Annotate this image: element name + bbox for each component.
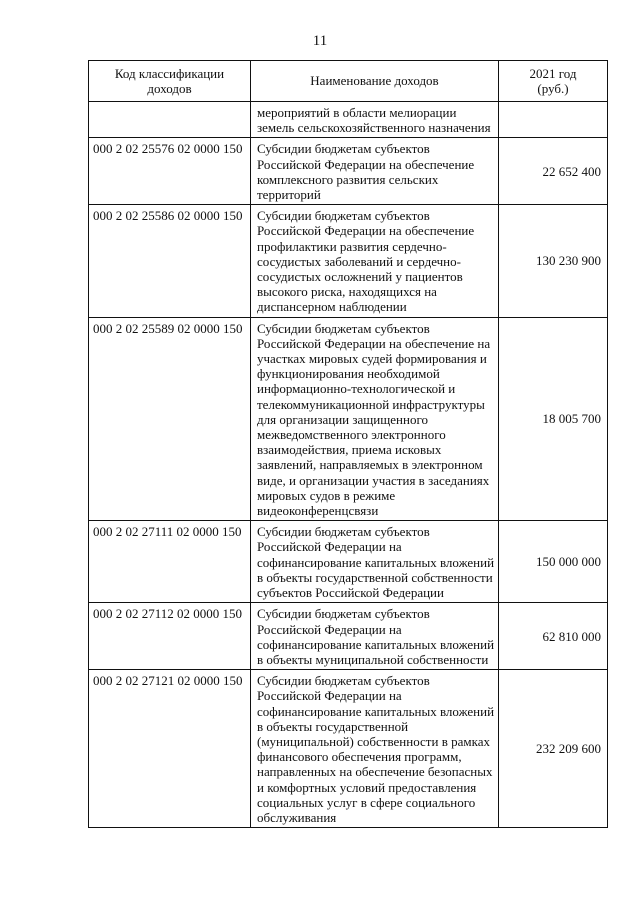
table-row — [89, 603, 608, 670]
table-row — [89, 670, 608, 828]
revenue-code-cell: 000 2 02 25589 02 0000 150 — [89, 317, 251, 521]
revenue-name-line: финансового обеспечения программ, — [257, 749, 462, 765]
revenue-code-cell: 000 2 02 25586 02 0000 150 — [89, 205, 251, 317]
revenue-name-line: (муниципальной) собственности в рамках — [257, 733, 490, 749]
revenue-name-line: высокого риска, находящихся на — [257, 284, 437, 300]
revenue-name-cell — [251, 138, 499, 205]
revenue-amount-cell: 22 652 400 — [499, 138, 608, 205]
revenue-name-line: сосудистых заболеваний и сердечно- — [257, 253, 461, 269]
revenue-code-cell: 000 2 02 25576 02 0000 150 — [89, 138, 251, 205]
revenue-name-line: Субсидии бюджетам субъектов — [257, 208, 430, 224]
revenue-name-line: мероприятий в области мелиорации — [257, 105, 457, 120]
revenue-name-line: межведомственного электронного — [257, 427, 446, 443]
table-row — [89, 521, 608, 603]
revenue-amount-cell: 232 209 600 — [499, 670, 608, 828]
header-code — [89, 61, 251, 102]
revenue-name-cell — [251, 102, 499, 138]
revenue-amount-cell — [499, 102, 608, 138]
revenue-name-cell — [251, 205, 499, 317]
table-header — [89, 61, 608, 102]
revenue-name-line: софинансирование капитальных вложений — [257, 636, 495, 652]
revenue-code-cell — [89, 102, 251, 138]
revenue-name-line: Российской Федерации на — [257, 688, 402, 704]
revenue-name-line: Российской Федерации на обеспечение — [257, 223, 475, 239]
revenue-name-line: и комфортных условий предоставления — [257, 779, 477, 795]
revenue-name-line: заявлений, направляемых в электронном — [257, 457, 483, 473]
revenue-amount-cell: 130 230 900 — [499, 205, 608, 317]
revenue-name-line: социальных услуг в сфере социального — [257, 794, 476, 810]
table-body — [89, 102, 608, 828]
header-name — [251, 61, 499, 102]
header-row — [89, 61, 608, 102]
revenue-table — [88, 60, 608, 828]
revenue-code-cell: 000 2 02 27111 02 0000 150 — [89, 521, 251, 603]
revenue-amount-cell: 18 005 700 — [499, 317, 608, 521]
revenue-name-line: Российской Федерации на обеспечение — [257, 156, 475, 172]
revenue-code-cell: 000 2 02 27112 02 0000 150 — [89, 603, 251, 670]
revenue-name-line: комплексного развития сельских — [257, 171, 439, 187]
table-row — [89, 205, 608, 317]
revenue-name-line: Субсидии бюджетам субъектов — [257, 141, 430, 157]
revenue-code-cell: 000 2 02 27121 02 0000 150 — [89, 670, 251, 828]
header-code-line: доходов — [147, 81, 192, 96]
revenue-name-line: диспансерном наблюдении — [257, 299, 407, 315]
revenue-name-cell — [251, 670, 499, 828]
revenue-amount-cell: 62 810 000 — [499, 603, 608, 670]
revenue-name-line: видеоконференцсвязи — [257, 503, 379, 519]
header-code-line: Код классификации — [114, 65, 225, 81]
revenue-name-line: земель сельскохозяйственного назначения — [257, 120, 491, 136]
table-row — [89, 317, 608, 521]
revenue-name-line: Российской Федерации на обеспечение на — [257, 335, 491, 351]
revenue-name-line: субъектов Российской Федерации — [257, 585, 444, 601]
revenue-name-line: для организации защищенного — [257, 411, 428, 427]
revenue-name-line: в объекты муниципальной собственности — [257, 651, 489, 667]
revenue-amount-cell: 150 000 000 — [499, 521, 608, 603]
revenue-name-line: информационно-технологической и — [257, 381, 456, 397]
revenue-name-line: обслуживания — [257, 809, 337, 825]
revenue-name-cell — [251, 603, 499, 670]
header-amount-line: 2021 год — [529, 65, 577, 81]
revenue-name-line: Российской Федерации на — [257, 621, 402, 637]
revenue-name-line: взаимодействия, приема исковых — [257, 442, 442, 458]
revenue-name-line: Субсидии бюджетам субъектов — [257, 320, 430, 336]
revenue-name-line: телекоммуникационной инфраструктуры — [257, 396, 485, 412]
revenue-name-line: виде, и организации участия в заседаниях — [257, 472, 490, 488]
revenue-name-line: в объекты государственной — [257, 718, 409, 734]
revenue-name-line: Российской Федерации на — [257, 539, 402, 555]
header-name-line: Наименование доходов — [310, 73, 439, 89]
table-row — [89, 138, 608, 205]
page-number: 11 — [312, 33, 328, 49]
revenue-name-cell — [251, 317, 499, 521]
revenue-name-line: направленных на обеспечение безопасных — [257, 764, 493, 780]
revenue-name-line: Субсидии бюджетам субъектов — [257, 673, 430, 689]
revenue-name-line: софинансирование капитальных вложений — [257, 554, 495, 570]
revenue-name-line: функционирования необходимой — [257, 366, 440, 382]
revenue-name-line: в объекты государственной собственности — [257, 569, 493, 585]
revenue-name-line: профилактики развития сердечно- — [257, 238, 447, 254]
revenue-name-line: мировых судов в режиме — [257, 487, 396, 503]
table-row — [89, 102, 608, 138]
revenue-name-line: участках мировых судей формирования и — [257, 351, 487, 367]
revenue-name-line: софинансирование капитальных вложений — [257, 703, 495, 719]
revenue-name-line: Субсидии бюджетам субъектов — [257, 606, 430, 622]
header-amount-line: (руб.) — [537, 81, 569, 96]
revenue-name-cell — [251, 521, 499, 603]
revenue-name-line: сосудистых осложнений у пациентов — [257, 269, 463, 285]
header-amount — [499, 61, 608, 102]
revenue-name-line: Субсидии бюджетам субъектов — [257, 524, 430, 540]
revenue-name-line: территорий — [257, 187, 321, 203]
